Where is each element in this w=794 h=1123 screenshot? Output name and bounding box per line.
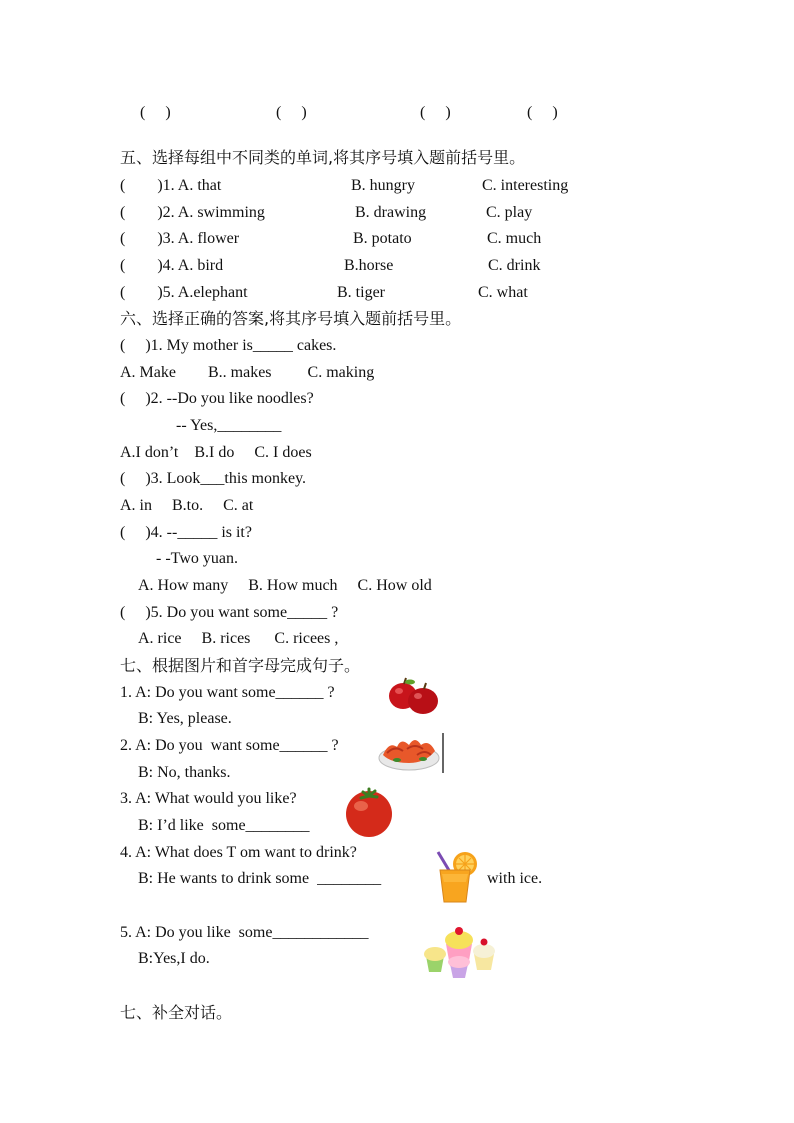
- dialog-line: 3. A: What would you like?: [120, 790, 297, 807]
- option-c: C. drink: [488, 257, 541, 274]
- section-title: 六、选择正确的答案,将其序号填入题前括号里。: [120, 309, 462, 328]
- dialog-line: B: I’d like some________: [138, 817, 310, 834]
- answer-bracket: ( ): [276, 104, 307, 121]
- dialog-line: B:Yes,I do.: [138, 950, 210, 967]
- dialog-line: 4. A: What does T om want to drink?: [120, 844, 357, 861]
- question-stem: ( )5. A.elephant: [120, 284, 248, 301]
- dialog-line: B: No, thanks.: [138, 764, 231, 781]
- question-stem: ( )1. A. that: [120, 177, 222, 194]
- cupcakes-icon: [422, 926, 500, 980]
- dialog-reply: -- Yes,________: [176, 417, 282, 434]
- dialog-line: 2. A: Do you want some______ ?: [120, 737, 339, 754]
- tomato-icon: [343, 786, 395, 838]
- option-c: C. what: [478, 284, 528, 301]
- options-line: A. rice B. rices C. ricees ,: [138, 630, 339, 647]
- dialog-line: 1. A: Do you want some______ ?: [120, 684, 335, 701]
- answer-bracket: ( ): [420, 104, 451, 121]
- section-title: 七、根据图片和首字母完成句子。: [120, 656, 361, 675]
- question-stem: ( )3. A. flower: [120, 230, 240, 247]
- answer-bracket: ( ): [140, 104, 171, 121]
- option-b: B. tiger: [337, 284, 385, 301]
- option-b: B. potato: [353, 230, 412, 247]
- options-line: A. Make B.. makes C. making: [120, 364, 375, 381]
- question-stem: ( )4. A. bird: [120, 257, 224, 274]
- dialog-line: B: Yes, please.: [138, 710, 232, 727]
- question-stem: ( )1. My mother is_____ cakes.: [120, 337, 337, 354]
- dialog-line: B: He wants to drink some ________: [138, 870, 382, 887]
- shrimp-dish-icon: [377, 733, 445, 773]
- options-line: A. How many B. How much C. How old: [138, 577, 432, 594]
- options-line: A.I don’t B.I do C. I does: [120, 444, 312, 461]
- dialog-reply: - -Two yuan.: [156, 550, 238, 567]
- question-stem: ( )3. Look___this monkey.: [120, 470, 307, 487]
- question-stem: ( )5. Do you want some_____ ?: [120, 604, 339, 621]
- question-stem: ( )2. A. swimming: [120, 204, 265, 221]
- dialog-line: 5. A: Do you like some____________: [120, 924, 369, 941]
- option-c: C. much: [487, 230, 542, 247]
- apples-icon: [386, 676, 440, 716]
- section-title: 五、选择每组中不同类的单词,将其序号填入题前括号里。: [120, 148, 526, 167]
- option-b: B.horse: [344, 257, 394, 274]
- orange-juice-icon: [428, 848, 480, 904]
- question-stem: ( )2. --Do you like noodles?: [120, 390, 314, 407]
- section-title: 七、补全对话。: [120, 1003, 233, 1022]
- option-b: B. hungry: [351, 177, 415, 194]
- option-c: C. play: [486, 204, 533, 221]
- option-b: B. drawing: [355, 204, 427, 221]
- option-c: C. interesting: [482, 177, 569, 194]
- question-stem: ( )4. --_____ is it?: [120, 524, 252, 541]
- dialog-line: with ice.: [487, 870, 543, 887]
- answer-bracket: ( ): [527, 104, 558, 121]
- options-line: A. in B.to. C. at: [120, 497, 254, 514]
